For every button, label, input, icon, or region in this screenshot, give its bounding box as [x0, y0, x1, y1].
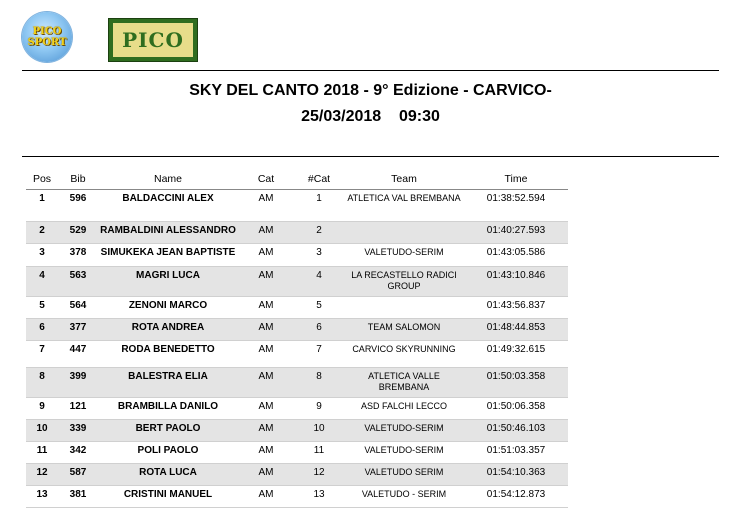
cell-cat: AM — [238, 420, 294, 442]
col-cat: Cat — [238, 169, 294, 190]
cell-pos: 5 — [26, 297, 58, 319]
cell-cat: AM — [238, 486, 294, 508]
cell-name: RAMBALDINI ALESSANDRO — [98, 222, 238, 244]
cell-ncat: 1 — [294, 190, 344, 222]
cell-team: VALETUDO-SERIM — [344, 244, 464, 267]
cell-cat: AM — [238, 267, 294, 297]
cell-bib: 563 — [58, 267, 98, 297]
cell-team: VALETUDO SERIM — [344, 464, 464, 486]
cell-ncat: 9 — [294, 398, 344, 420]
cell-ncat: 12 — [294, 464, 344, 486]
cell-team: ASD FALCHI LECCO — [344, 398, 464, 420]
cell-pos: 7 — [26, 341, 58, 368]
cell-bib: 339 — [58, 420, 98, 442]
cell-pos: 9 — [26, 398, 58, 420]
cell-ncat: 13 — [294, 486, 344, 508]
cell-time: 01:40:27.593 — [464, 222, 568, 244]
table-row — [26, 442, 568, 464]
logo-text-line1: PICO — [32, 26, 62, 37]
cell-ncat: 4 — [294, 267, 344, 297]
cell-pos: 12 — [26, 464, 58, 486]
cell-ncat: 3 — [294, 244, 344, 267]
cell-time: 01:51:03.357 — [464, 442, 568, 464]
cell-cat: AM — [238, 190, 294, 222]
cell-time: 01:54:10.363 — [464, 464, 568, 486]
cell-bib: 587 — [58, 464, 98, 486]
cell-team: LA RECASTELLO RADICI GROUP — [344, 267, 464, 297]
cell-bib: 529 — [58, 222, 98, 244]
table-row — [26, 486, 568, 508]
cell-name: BALESTRA ELIA — [98, 368, 238, 398]
col-time: Time — [464, 169, 568, 190]
table-row — [26, 244, 568, 267]
cell-bib: 596 — [58, 190, 98, 222]
cell-pos: 10 — [26, 420, 58, 442]
cell-name: POLI PAOLO — [98, 442, 238, 464]
col-team: Team — [344, 169, 464, 190]
cell-bib: 381 — [58, 486, 98, 508]
cell-team: ATLETICA VALLE BREMBANA — [344, 368, 464, 398]
cell-bib: 342 — [58, 442, 98, 464]
race-date-time: 25/03/2018 09:30 — [301, 108, 440, 125]
cell-team: VALETUDO-SERIM — [344, 420, 464, 442]
table-row — [26, 267, 568, 297]
cell-bib: 564 — [58, 297, 98, 319]
cell-team — [344, 222, 464, 244]
cell-name: BALDACCINI ALEX — [98, 190, 238, 222]
table-row — [26, 190, 568, 222]
table-row — [26, 341, 568, 368]
cell-pos: 13 — [26, 486, 58, 508]
cell-ncat: 11 — [294, 442, 344, 464]
cell-pos: 2 — [26, 222, 58, 244]
cell-pos: 11 — [26, 442, 58, 464]
cell-pos: 1 — [26, 190, 58, 222]
cell-cat: AM — [238, 244, 294, 267]
cell-team: ATLETICA VAL BREMBANA — [344, 190, 464, 222]
cell-team: VALETUDO-SERIM — [344, 442, 464, 464]
cell-pos: 6 — [26, 319, 58, 341]
col-ncat: #Cat — [294, 169, 344, 190]
cell-name: ZENONI MARCO — [98, 297, 238, 319]
cell-cat: AM — [238, 297, 294, 319]
cell-team — [344, 297, 464, 319]
table-row — [26, 319, 568, 341]
cell-team: CARVICO SKYRUNNING — [344, 341, 464, 368]
table-row — [26, 222, 568, 244]
logo-text-line2: SPORT — [27, 37, 67, 48]
cell-bib: 447 — [58, 341, 98, 368]
cell-ncat: 8 — [294, 368, 344, 398]
table-row — [26, 398, 568, 420]
cell-name: MAGRI LUCA — [98, 267, 238, 297]
pico-sport-logo — [22, 12, 72, 62]
cell-bib: 378 — [58, 244, 98, 267]
results-table — [26, 169, 568, 508]
cell-bib: 377 — [58, 319, 98, 341]
cell-time: 01:54:12.873 — [464, 486, 568, 508]
cell-time: 01:48:44.853 — [464, 319, 568, 341]
cell-team: TEAM SALOMON — [344, 319, 464, 341]
cell-bib: 121 — [58, 398, 98, 420]
cell-name: ROTA LUCA — [98, 464, 238, 486]
table-row — [26, 297, 568, 319]
cell-name: BRAMBILLA DANILO — [98, 398, 238, 420]
cell-ncat: 7 — [294, 341, 344, 368]
cell-pos: 8 — [26, 368, 58, 398]
cell-ncat: 6 — [294, 319, 344, 341]
table-row — [26, 368, 568, 398]
col-bib: Bib — [58, 169, 98, 190]
cell-cat: AM — [238, 341, 294, 368]
cell-cat: AM — [238, 464, 294, 486]
cell-cat: AM — [238, 319, 294, 341]
cell-time: 01:38:52.594 — [464, 190, 568, 222]
cell-ncat: 10 — [294, 420, 344, 442]
table-row — [26, 420, 568, 442]
table-row — [26, 464, 568, 486]
cell-name: RODA BENEDETTO — [98, 341, 238, 368]
bottom-divider — [22, 156, 719, 157]
cell-bib: 399 — [58, 368, 98, 398]
pico-brand-text: PICO — [122, 28, 184, 52]
cell-time: 01:50:06.358 — [464, 398, 568, 420]
cell-cat: AM — [238, 222, 294, 244]
col-name: Name — [98, 169, 238, 190]
cell-time: 01:50:46.103 — [464, 420, 568, 442]
cell-time: 01:43:56.837 — [464, 297, 568, 319]
top-divider — [22, 70, 719, 71]
cell-pos: 4 — [26, 267, 58, 297]
pico-brand-logo — [108, 18, 198, 62]
cell-name: ROTA ANDREA — [98, 319, 238, 341]
cell-time: 01:43:10.846 — [464, 267, 568, 297]
cell-pos: 3 — [26, 244, 58, 267]
cell-name: SIMUKEKA JEAN BAPTISTE — [98, 244, 238, 267]
cell-ncat: 2 — [294, 222, 344, 244]
race-title: SKY DEL CANTO 2018 - 9° Edizione - CARVICO- — [189, 82, 552, 99]
cell-name: BERT PAOLO — [98, 420, 238, 442]
cell-team: VALETUDO - SERIM — [344, 486, 464, 508]
cell-cat: AM — [238, 368, 294, 398]
results-header-row — [26, 169, 568, 190]
cell-name: CRISTINI MANUEL — [98, 486, 238, 508]
cell-time: 01:50:03.358 — [464, 368, 568, 398]
cell-time: 01:43:05.586 — [464, 244, 568, 267]
col-pos: Pos — [26, 169, 58, 190]
cell-cat: AM — [238, 442, 294, 464]
cell-cat: AM — [238, 398, 294, 420]
cell-time: 01:49:32.615 — [464, 341, 568, 368]
cell-ncat: 5 — [294, 297, 344, 319]
